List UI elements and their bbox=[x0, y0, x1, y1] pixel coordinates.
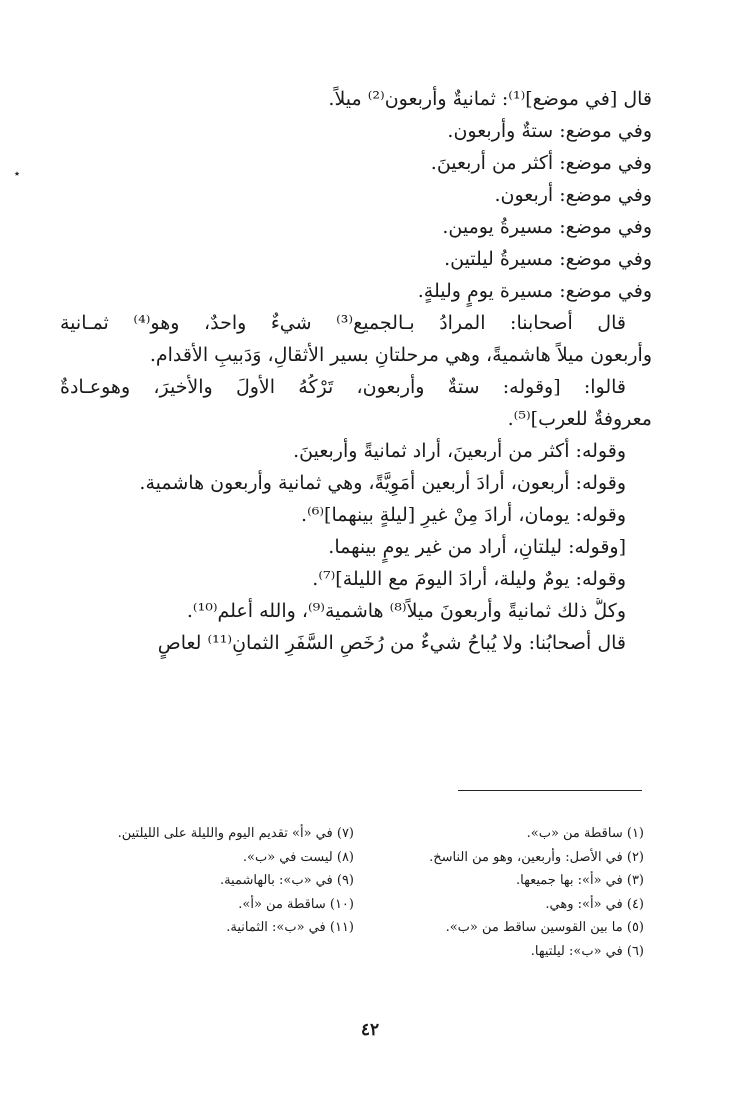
text-line: وأربعون ميلاً هاشميةً، وهي مرحلتانِ بسير الأثقالِ، وَدَبيبِ الأقدام. bbox=[149, 344, 652, 366]
footnote: (٢) في الأصل: وأربعين، وهو من الناسخ. bbox=[429, 849, 644, 865]
text-line: قال [في موضع]⁽¹⁾: ثمانيةٌ وأربعون⁽²⁾ ميلاً. bbox=[328, 88, 652, 110]
text-line: وفي موضع: مسيرة يومٍ وليلةٍ. bbox=[417, 280, 652, 302]
text-line: وكلُّ ذلك ثمانيةً وأربعونَ ميلاً⁽⁸⁾ هاشمية⁽⁹⁾، والله أعلم⁽¹⁰⁾. bbox=[186, 600, 626, 622]
main-text bbox=[60, 86, 652, 662]
footnotes-column-right bbox=[354, 824, 644, 965]
text-line: قال أصحابُنا: ولا يُباحُ شيءٌ من رُخَصِ السَّفَرِ الثمانِ⁽¹¹⁾ لعاصٍ bbox=[157, 632, 626, 654]
text-line: وقوله: أكثر من أربعينَ، أراد ثمانيةً وأربعينَ. bbox=[293, 440, 626, 462]
page-number: ٤٢ bbox=[360, 1020, 380, 1040]
stray-mark: ٭ bbox=[14, 167, 20, 180]
text-line: وقوله: أربعون، أرادَ أربعين أُمَوِيَّةً، وهي ثمانية وأربعون هاشمية. bbox=[139, 472, 626, 494]
text-line: قال أصحابنا: المرادُ بـالجميع⁽³⁾ شيءٌ واحدٌ، وهو⁽⁴⁾ ثمـانية bbox=[60, 312, 626, 334]
text-line: وقوله: يومان، أرادَ مِنْ غيرِ [ليلةٍ بينهما]⁽⁶⁾. bbox=[301, 504, 626, 526]
text-line: وفي موضع: أربعون. bbox=[494, 184, 652, 206]
footnote: (١٠) ساقطة من «أ». bbox=[238, 896, 354, 912]
footnote: (٤) في «أ»: وهي. bbox=[545, 896, 644, 912]
footnote: (٦) في «ب»: ليلتيها. bbox=[530, 943, 644, 959]
text-line: وفي موضع: أكثر من أربعينَ. bbox=[430, 152, 652, 174]
text-line: معروفةٌ للعرب]⁽⁵⁾. bbox=[507, 408, 652, 430]
footnotes-column-left bbox=[54, 824, 354, 942]
text-line: وفي موضع: ستةٌ وأربعون. bbox=[447, 120, 652, 142]
text-line: وقوله: يومٌ وليلة، أرادَ اليومَ مع الليلة]⁽⁷⁾. bbox=[312, 568, 626, 590]
footnote: (٨) ليست في «ب». bbox=[242, 849, 354, 865]
footnote: (٥) ما بين القوسين ساقط من «ب». bbox=[445, 920, 644, 935]
footnote: (٣) في «أ»: بها جميعها. bbox=[515, 873, 644, 888]
footnote: (٧) في «أ» تقديم اليوم والليلة على الليلتين. bbox=[117, 826, 354, 841]
footnote-divider bbox=[458, 790, 642, 791]
text-line: [وقوله: ليلتانِ، أراد من غير يومٍ بينهما. bbox=[328, 536, 626, 558]
text-line: قالوا: [وقوله: ستةٌ وأربعون، تَرْكُهُ الأولَ والأخيرَ، وهوعـادةٌ bbox=[60, 376, 626, 398]
text-line: وفي موضع: مسيرةُ يومين. bbox=[442, 216, 652, 238]
footnote: (١) ساقطة من «ب». bbox=[526, 826, 644, 841]
footnotes bbox=[0, 800, 748, 1000]
footnote: (١١) في «ب»: الثمانية. bbox=[226, 920, 354, 935]
text-line: وفي موضع: مسيرةُ ليلتين. bbox=[444, 248, 652, 270]
footnote: (٩) في «ب»: بالهاشمية. bbox=[219, 873, 354, 888]
